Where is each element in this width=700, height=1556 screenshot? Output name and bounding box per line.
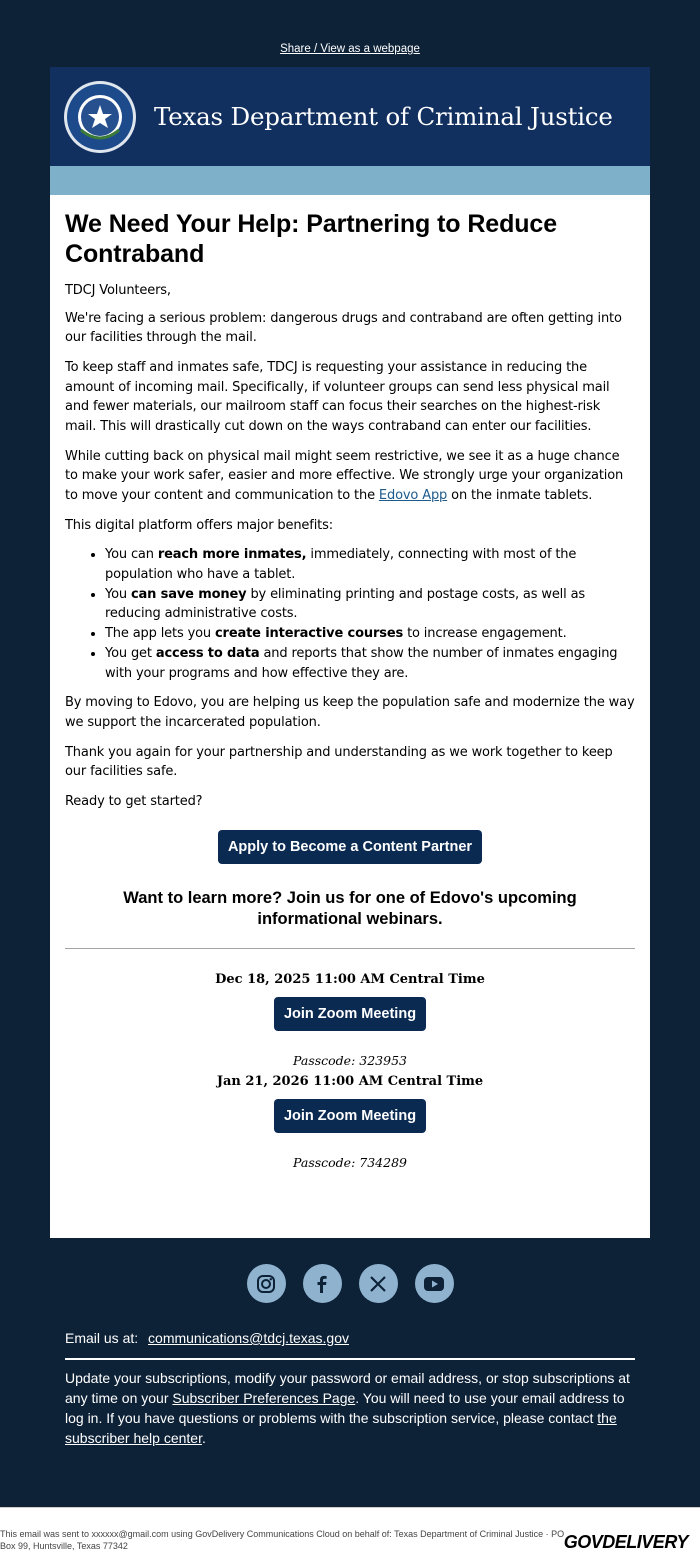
email-us [65,1330,349,1346]
learn-more-heading: Want to learn more? Join us for one of Edovo's upcoming informational webinars. [123,889,577,929]
webinar-2 [65,1074,635,1170]
paragraph-edovo-text-1: While cutting back on physical mail might seem restrictive, we see it as a huge chance to make your work safer, easier and more effective. We strongly urge your organization to move your content and communication to the [65,448,624,504]
header-banner [50,67,650,166]
paragraph-thanks: Thank you again for your partnership and understanding as we work together to keep our facilities safe. [65,744,613,780]
subscriber-help-center-link[interactable]: the subscriber help center [65,1410,617,1446]
header-title: Texas Department of Criminal Justice [154,102,613,131]
webinar-1 [65,972,635,1068]
email-link[interactable]: communications@tdcj.texas.gov [148,1330,349,1346]
govdelivery-footer [0,1507,700,1556]
join-zoom-button[interactable]: Join Zoom Meeting [274,1099,426,1133]
paragraph-edovo [65,447,635,506]
email-label: Email us at: [65,1330,139,1346]
x-icon[interactable] [359,1264,398,1303]
webinar-date: Jan 21, 2026 11:00 AM Central Time [216,1074,484,1090]
tdcj-seal-icon [63,80,137,154]
subscription-info: Update your subscriptions, modify your password or email address, or stop subscriptions at any time on your Subscriber Preferences Page. You will need to use your email address to log in. If you have questions or problems with the subscription service, please contact the subscriber help center. [65,1370,630,1446]
youtube-icon[interactable] [415,1264,454,1303]
paragraph-edovo-text-2: on the inmate tablets. [447,488,593,504]
webinar-date: Dec 18, 2025 11:00 AM Central Time [215,972,485,988]
govdelivery-logo: GOVDELIVERY [563,1532,688,1552]
list-item: • You get access to data and reports that show the number of inmates engaging with your programs and how effective they are. [105,644,635,683]
paragraph-benefits-intro: This digital platform offers major benefits: [65,517,333,533]
list-item: • You can save money by eliminating printing and postage costs, as well as reducing administrative costs. [105,585,635,624]
paragraph-problem: We're facing a serious problem: dangerous drugs and contraband are often getting into our facilities through the mail. [65,310,622,346]
join-zoom-button[interactable]: Join Zoom Meeting [274,997,426,1031]
paragraph-modernize: By moving to Edovo, you are helping us keep the population safe and modernize the way we support the incarcerated population. [65,695,635,730]
apply-content-partner-button[interactable]: Apply to Become a Content Partner [218,830,482,864]
list-item: • You can reach more inmates, immediately, connecting with most of the population who have a tablet. [105,545,635,584]
benefits-list [105,545,635,683]
instagram-icon[interactable] [247,1264,286,1303]
main-content [50,195,650,1238]
accent-bar [50,166,650,195]
facebook-icon[interactable] [303,1264,342,1303]
paragraph-ready: Ready to get started? [65,793,203,809]
footer-divider [65,1358,635,1360]
social-links [0,1264,700,1303]
disclaimer-text: This email was sent to xxxxxx@gmail.com using GovDelivery Communications Cloud on behalf of: Texas Department of Criminal Justice · PO Box 99, Huntsville, Texas 77342 [0,1529,565,1551]
email-container [50,67,650,1238]
top-bar [0,0,700,67]
share-webpage-link[interactable]: Share / View as a webpage [280,43,420,55]
subscriber-preferences-link[interactable]: Subscriber Preferences Page [172,1390,356,1406]
edovo-app-link[interactable]: Edovo App [378,488,448,504]
webinar-passcode: Passcode: 734289 [293,1155,407,1171]
page-title: We Need Your Help: Partnering to Reduce Contraband [65,210,558,268]
greeting: TDCJ Volunteers, [65,283,171,298]
divider [65,948,635,949]
webinar-passcode: Passcode: 323953 [293,1053,407,1069]
paragraph-request: To keep staff and inmates safe, TDCJ is requesting your assistance in reducing the amount of incoming mail. Specifically, if volunteer groups can send less physical mail and fewer materials, our mailroom staff can focus their searches on the highest-risk mail. This will drastically cut down on the ways contraband can enter our facilities. [65,360,610,435]
list-item: • The app lets you create interactive courses to increase engagement. [105,624,635,644]
